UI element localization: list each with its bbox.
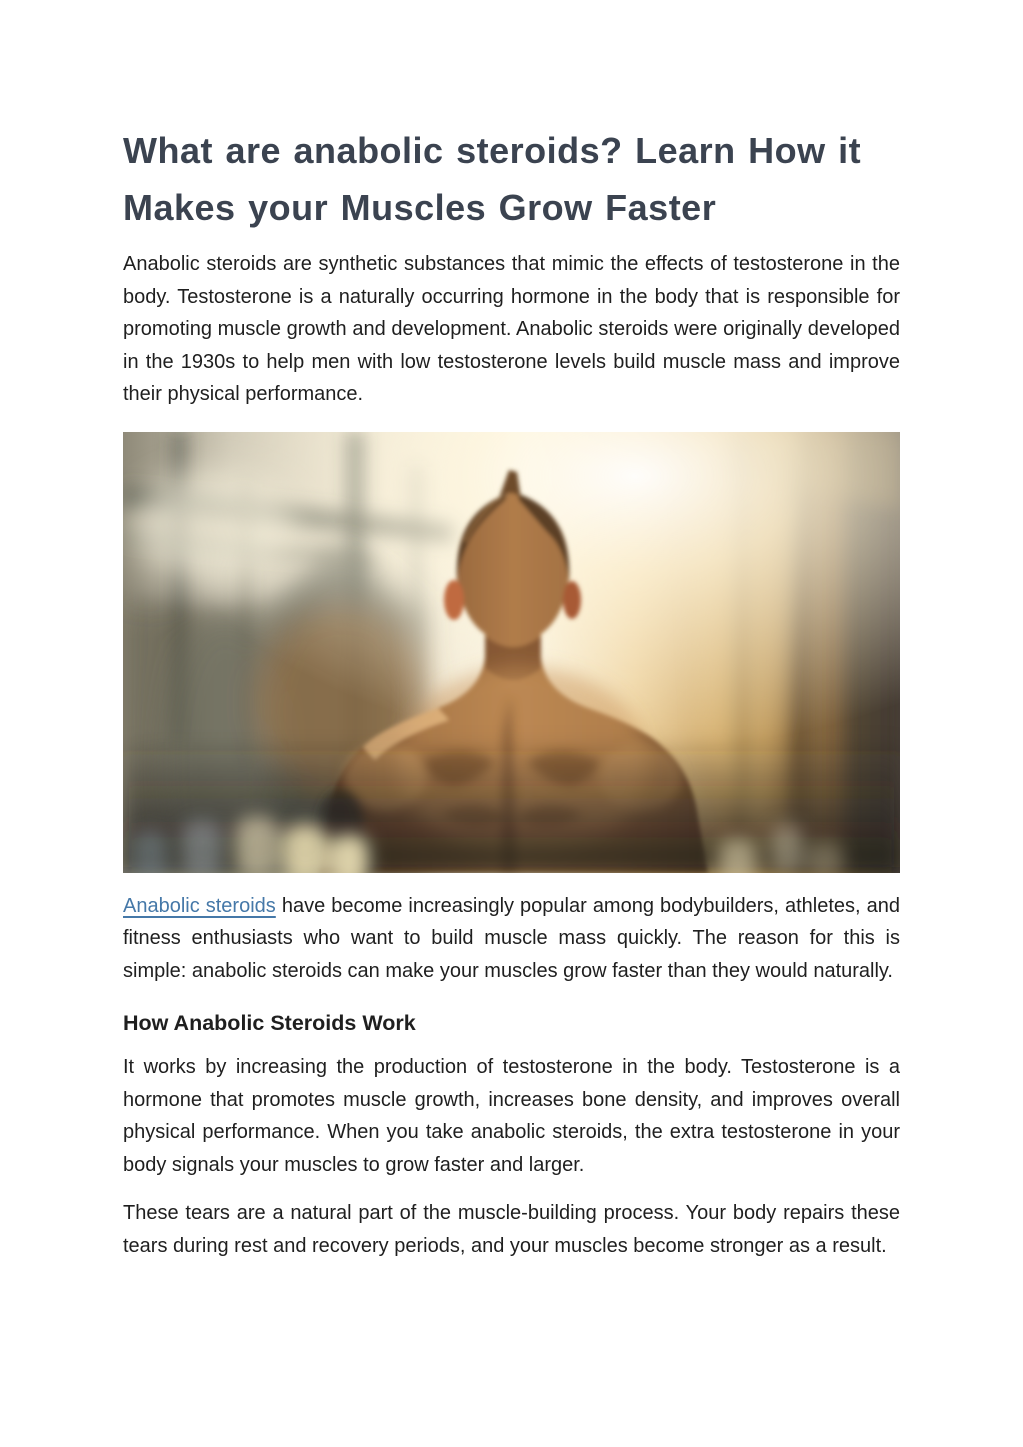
article-title: What are anabolic steroids? Learn How it Makes your Muscles Grow Faster: [123, 130, 862, 228]
popularity-paragraph-text: have become increasingly popular among bodybuilders, athletes, and fitness enthusiasts who want to build muscle mass quickly. The reason for this is simple: anabolic steroids can make your muscles grow faster than they would naturally.: [123, 894, 901, 982]
popularity-paragraph: [123, 890, 900, 988]
intro-paragraph: Anabolic steroids are synthetic substances that mimic the effects of testosterone in the body. Testosterone is a naturally occurring hormone in the body that is responsible for promoting muscle growth and development. Anabolic steroids were originally developed in the 1930s to help men with low testosterone levels build muscle mass and improve their physical performance.: [123, 253, 900, 405]
mechanism-paragraph: It works by increasing the production of testosterone in the body. Testosterone is a hormone that promotes muscle growth, increases bone density, and improves overall physical performance. When you take anabolic steroids, the extra testosterone in your body signals your muscles to grow faster and larger.: [123, 1056, 900, 1176]
section-heading: How Anabolic Steroids Work: [123, 1011, 416, 1035]
article-content: [123, 122, 900, 1278]
muscular-man-back-image: [123, 432, 900, 873]
anabolic-steroids-link[interactable]: Anabolic steroids: [123, 894, 276, 917]
recovery-paragraph: These tears are a natural part of the muscle-building process. Your body repairs these tears during rest and recovery periods, and your muscles become stronger as a result.: [123, 1202, 900, 1257]
hero-image: [123, 432, 900, 873]
